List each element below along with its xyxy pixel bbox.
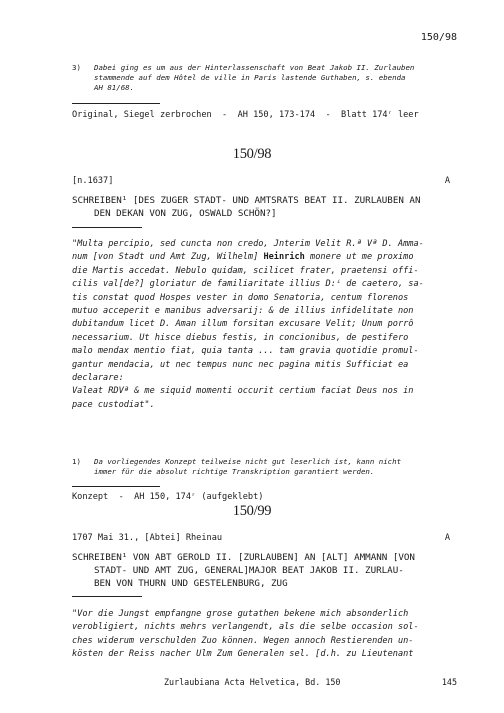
- date-line: [72, 533, 450, 543]
- footnote-prev: [72, 63, 472, 93]
- separator-rule: [72, 103, 160, 104]
- document-subject: [72, 194, 462, 220]
- quote-line: dubitandum licet D. Aman illum forsitan excusare Velit; Unum porrô: [72, 319, 414, 330]
- footnote-line: immer für die absolut richtige Transkription garantiert werden.: [94, 467, 375, 476]
- quote-line: malo mendax mentio fiat, quia tanta ... tam gravia quotidie promul-: [72, 346, 419, 357]
- page-header-ref: 150/98: [420, 32, 457, 43]
- quote-line: num [von Stadt und Amt Zug, Wilhelm] Heinrich monere ut me proximo: [72, 252, 414, 263]
- footer-series: Zurlaubiana Acta Helvetica, Bd. 150: [164, 677, 341, 687]
- separator-rule: [72, 596, 142, 597]
- subject-line: SCHREIBEN¹ VON ABT GEROLD II. [ZURLAUBEN] AN [ALT] AMMANN [VON: [72, 552, 415, 563]
- subject-line: DEN DEKAN VON ZUG, OSWALD SCHÖN?]: [94, 208, 277, 219]
- quote-line: "Multa percipio, sed cuncta non credo, Jnterim Velit R.ª Vª D. Amma-: [72, 239, 424, 249]
- document-subject: [72, 551, 468, 590]
- highlighted-name: Heinrich: [263, 252, 305, 263]
- separator-rule: [72, 227, 142, 228]
- quote-line: necessarium. Ut hisce diebus festis, in concionibus, de pestifero: [72, 332, 409, 343]
- archive-marker: A: [444, 176, 450, 186]
- quote-line: kösten der Reiss nacher Ulm Zum Generalen sel. [d.h. zu Lieutenant: [72, 649, 414, 660]
- footer-page-number: 145: [441, 677, 457, 687]
- document-quote: [72, 608, 468, 662]
- archive-marker: A: [444, 533, 450, 543]
- source-note: Konzept - AH 150, 174ʳ (aufgeklebt): [72, 492, 264, 502]
- quote-line: Valeat RDVª & me siquid momenti occurit certium faciat Deus nos in: [72, 386, 414, 397]
- document-date: [n.1637]: [72, 176, 114, 186]
- source-note: Original, Siegel zerbrochen - AH 150, 173-174 - Blatt 174ʳ leer: [72, 110, 419, 120]
- footnote-line: stammende auf dem Hôtel de ville in Paris lastende Guthaben, s. ebenda: [94, 73, 406, 82]
- quote-line: gantur mendacia, ut nec tempus nunc nec pagina mitis Sufficiat ea: [72, 359, 409, 370]
- footnote-line: Da vorliegendes Konzept teilweise nicht gut leserlich ist, kann nicht: [94, 457, 402, 466]
- quote-line: tis constat quod Hospes vester in domo Senatoria, centum florenos: [72, 292, 409, 303]
- footnote-line: Dabei ging es um aus der Hinterlassenschaft von Beat Jakob II. Zurlauben: [94, 63, 415, 72]
- document-title: 150/98: [232, 146, 272, 162]
- footnote-98: [72, 457, 472, 477]
- footnote-number: 1): [72, 457, 81, 466]
- subject-line: SCHREIBEN¹ [DES ZUGER STADT- UND AMTSRATS BEAT II. ZURLAUBEN AN: [72, 195, 421, 206]
- separator-rule: [72, 486, 160, 487]
- date-line: [72, 176, 450, 186]
- quote-line: verobligiert, nichts mehrs verlangendt, als die selbe occasion sol-: [72, 622, 419, 633]
- quote-line: declarare:: [72, 373, 124, 384]
- quote-line: ches widerum verschulden Zuo können. Wegen annoch Restierenden un-: [72, 635, 414, 646]
- document-quote: [72, 238, 464, 412]
- document-title: 150/99: [232, 503, 272, 519]
- subject-line: BEN VON THURN UND GESTELENBURG, ZUG: [94, 578, 288, 589]
- quote-line: cilis val[de?] gloriatur de familiaritate illius D:ⁱ de caetero, sa-: [72, 279, 424, 290]
- subject-line: STADT- UND AMT ZUG, GENERAL]MAJOR BEAT JAKOB II. ZURLAU-: [94, 565, 404, 576]
- quote-line: mutuo acceperit e manibus adversarij: & de illius infidelitate non: [72, 306, 414, 317]
- quote-line: die Martis accedat. Nebulo quidam, scilicet frater, praetensi offi-: [72, 265, 419, 276]
- quote-line: "Vor die Jungst empfangne grose gutathen bekene mich absonderlich: [72, 609, 409, 619]
- quote-line: pace custodiat".: [72, 399, 155, 410]
- document-date: 1707 Mai 31., [Abtei] Rheinau: [72, 533, 223, 543]
- footnote-number: 3): [72, 63, 81, 72]
- footnote-line: AH 81/68.: [94, 83, 135, 92]
